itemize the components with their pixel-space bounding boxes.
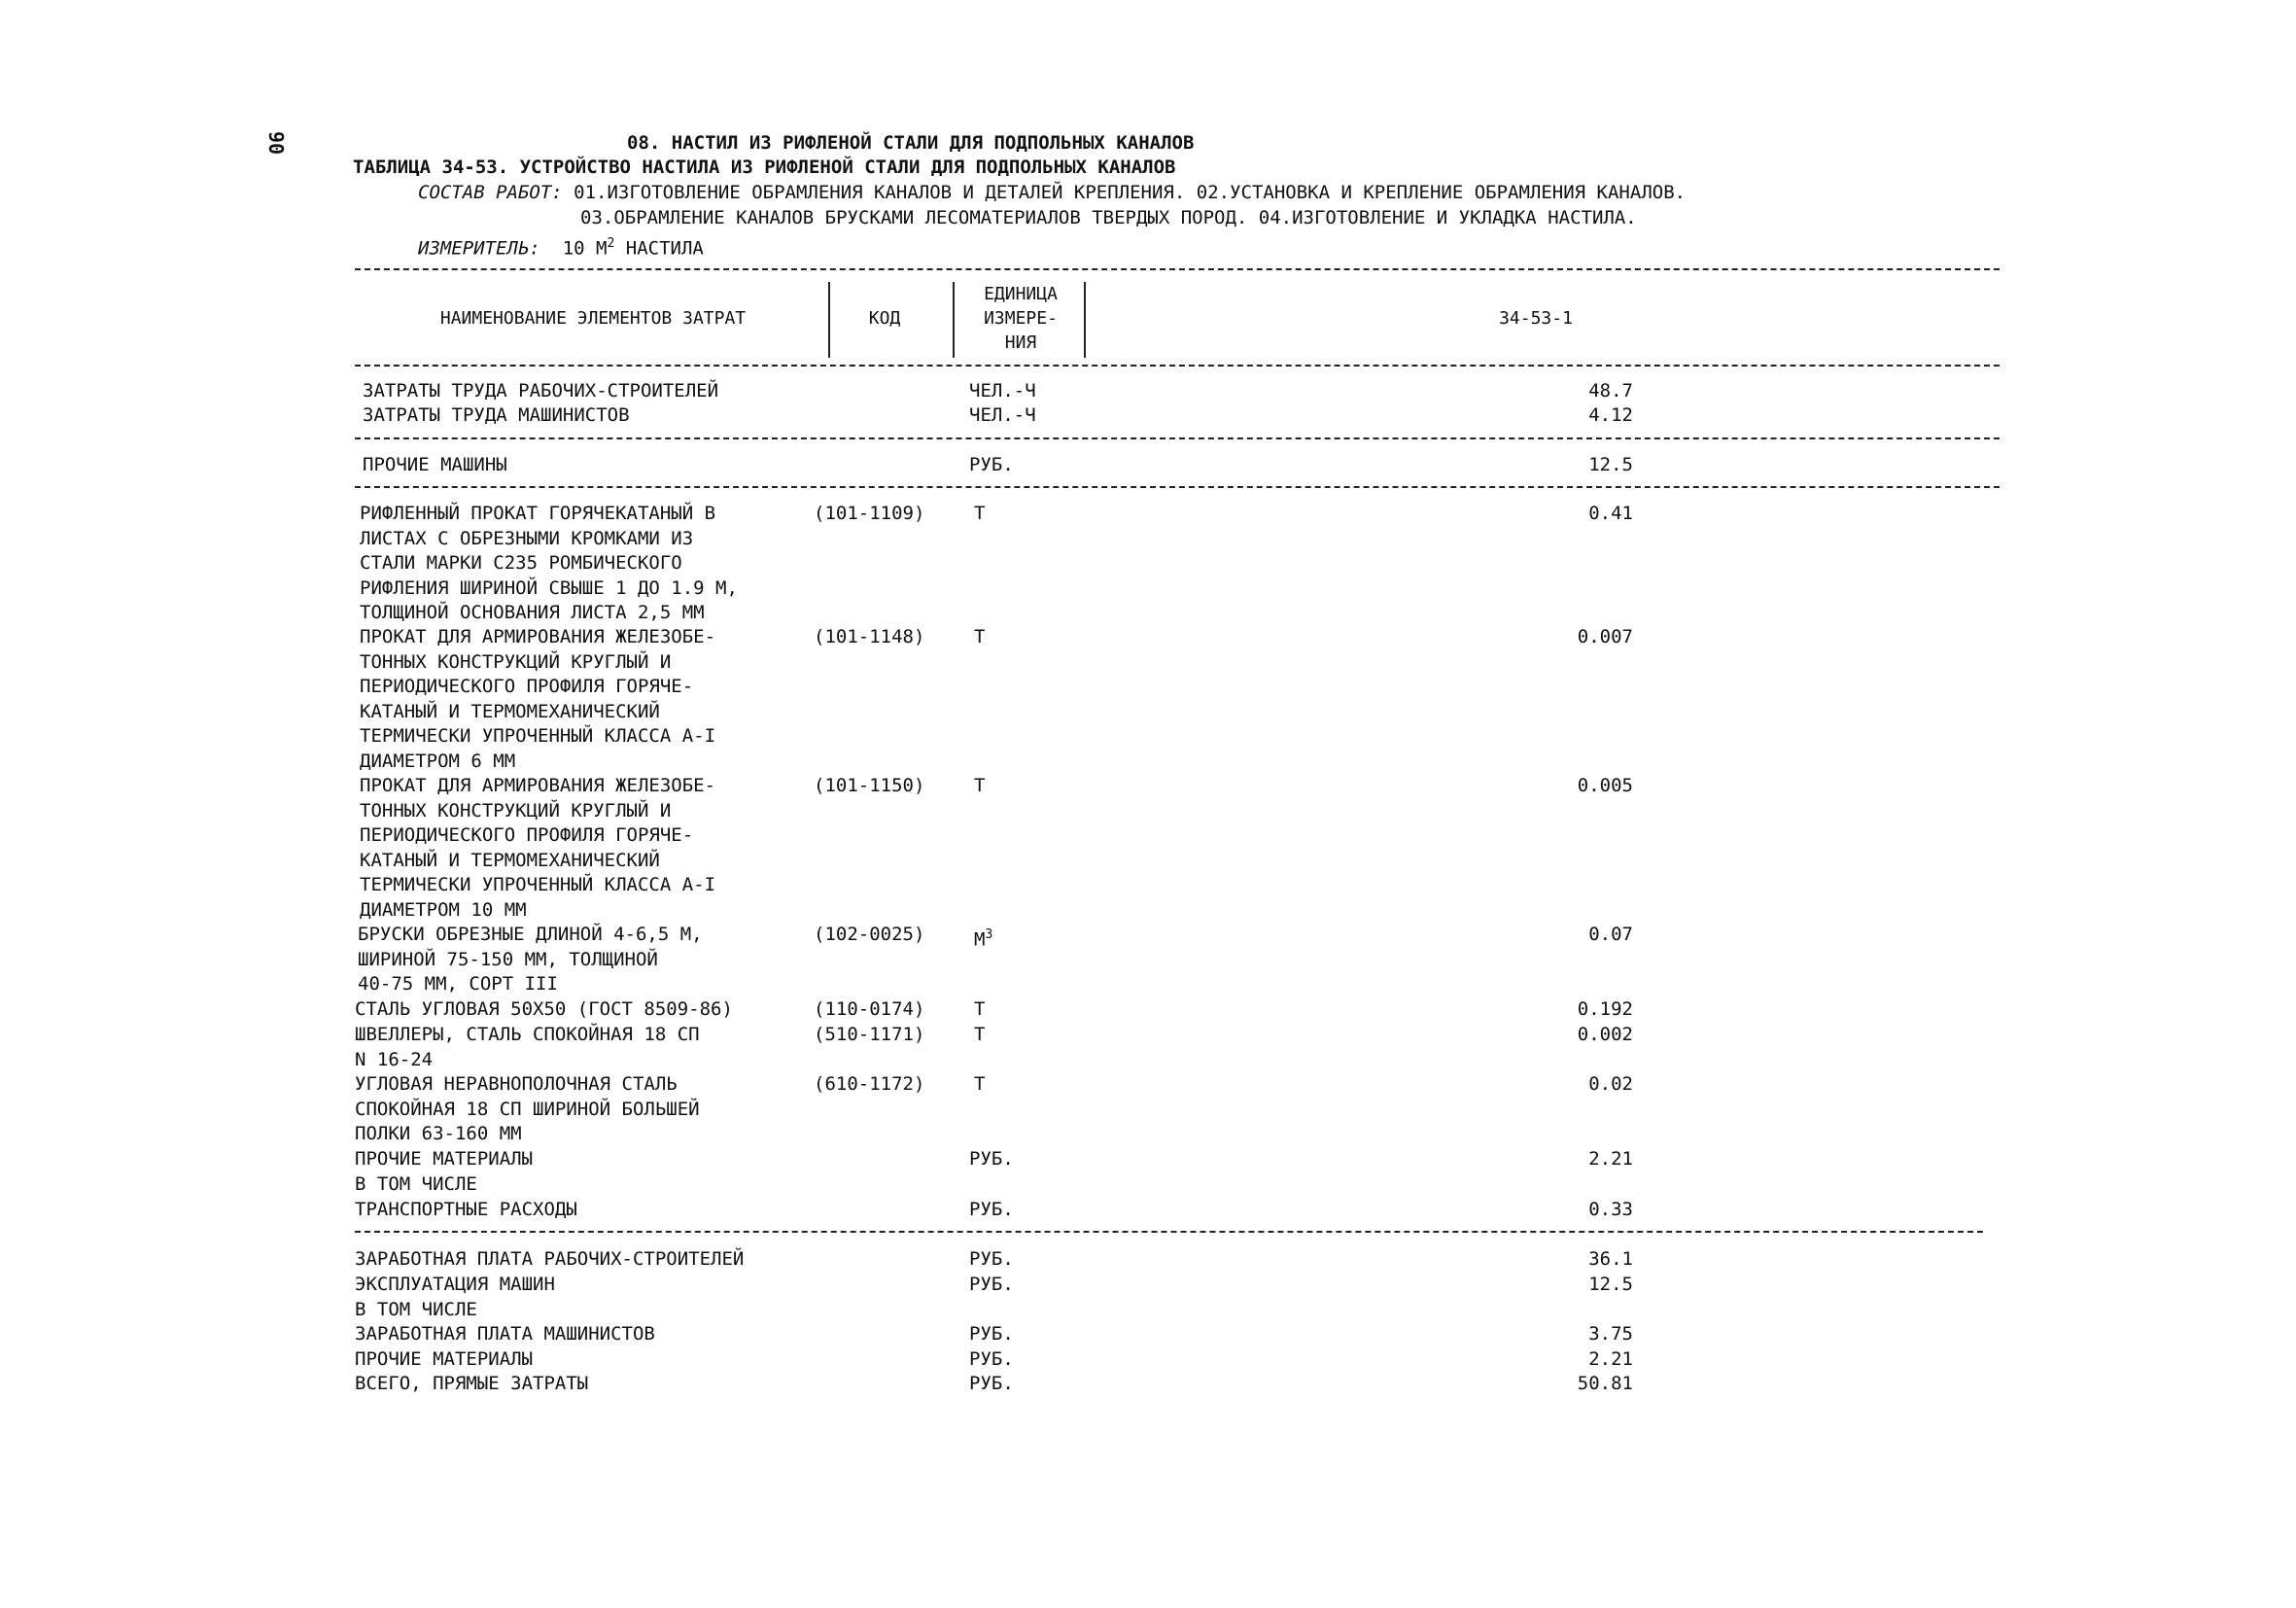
row-unit: Т — [974, 1024, 986, 1045]
row-code: (610-1172) — [814, 1073, 925, 1095]
row-value: 2.21 — [1588, 1348, 1633, 1370]
row-name: ПРОЧИЕ МАТЕРИАЛЫ — [355, 1348, 534, 1370]
column-header-code: КОД — [868, 308, 901, 329]
row-unit: Т — [974, 998, 986, 1020]
row-value: 0.007 — [1577, 626, 1633, 647]
work-label: СОСТАВ РАБОТ: — [418, 182, 563, 203]
row-unit: РУБ. — [969, 1323, 1014, 1345]
column-header-unit-2: ИЗМЕРЕ- — [984, 308, 1058, 329]
row-name: ТРАНСПОРТНЫЕ РАСХОДЫ — [355, 1199, 577, 1220]
table-title: ТАБЛИЦА 34-53. УСТРОЙСТВО НАСТИЛА ИЗ РИФЛЕНОЙ СТАЛИ ДЛЯ ПОДПОЛЬНЫХ КАНАЛОВ — [353, 157, 1176, 178]
row-value: 50.81 — [1577, 1373, 1633, 1394]
row-unit: РУБ. — [969, 1274, 1014, 1295]
row-unit: Т — [974, 503, 986, 524]
row-code: (101-1109) — [814, 503, 925, 524]
row-name: УГЛОВАЯ НЕРАВНОПОЛОЧНАЯ СТАЛЬ СПОКОЙНАЯ 18 СП ШИРИНОЙ БОЛЬШЕЙ ПОЛКИ 63-160 ММ — [355, 1073, 700, 1144]
row-value: 0.02 — [1588, 1073, 1633, 1095]
row-unit: РУБ. — [969, 1199, 1014, 1220]
row-value: 0.33 — [1588, 1199, 1633, 1220]
work-line-1: 01.ИЗГОТОВЛЕНИЕ ОБРАМЛЕНИЯ КАНАЛОВ И ДЕТАЛЕЙ КРЕПЛЕНИЯ. 02.УСТАНОВКА И КРЕПЛЕНИЕ ОБРАМЛЕНИЯ КАНАЛОВ. — [574, 182, 1687, 203]
row-unit: РУБ. — [969, 454, 1014, 475]
row-code: (110-0174) — [814, 998, 925, 1020]
row-name: ПРОЧИЕ МАШИНЫ — [363, 454, 507, 475]
column-divider — [953, 282, 955, 358]
row-value: 0.192 — [1577, 998, 1633, 1020]
section-rule — [355, 437, 2000, 439]
row-unit: ЧЕЛ.-Ч — [969, 404, 1036, 426]
row-unit: РУБ. — [969, 1348, 1014, 1370]
column-header-value: 34-53-1 — [1499, 308, 1573, 329]
page-number: 90 — [264, 131, 288, 156]
section-rule — [355, 486, 2000, 488]
row-value: 0.005 — [1577, 775, 1633, 796]
row-value: 0.07 — [1588, 924, 1633, 945]
row-name: ПРОКАТ ДЛЯ АРМИРОВАНИЯ ЖЕЛЕЗОБЕ- ТОННЫХ КОНСТРУКЦИЙ КРУГЛЫЙ И ПЕРИОДИЧЕСКОГО ПРОФИЛЯ ГОРЯЧЕ- КАТАНЫЙ И ТЕРМОМЕХАНИЧЕСКИЙ ТЕРМИЧЕСКИ УПРОЧЕННЫЙ КЛАССА А-I ДИАМЕТРОМ 6 ММ — [360, 626, 716, 772]
row-value: 0.002 — [1577, 1024, 1633, 1045]
work-line-2: 03.ОБРАМЛЕНИЕ КАНАЛОВ БРУСКАМИ ЛЕСОМАТЕРИАЛОВ ТВЕРДЫХ ПОРОД. 04.ИЗГОТОВЛЕНИЕ И УКЛАДКА НАСТИЛА. — [580, 207, 1637, 228]
column-divider — [1084, 282, 1086, 358]
column-divider — [828, 282, 830, 358]
measure-label: ИЗМЕРИТЕЛЬ: — [418, 237, 540, 260]
measure-line — [418, 231, 704, 261]
row-name: В ТОМ ЧИСЛЕ — [355, 1173, 477, 1195]
row-unit: ЧЕЛ.-Ч — [969, 380, 1036, 402]
measure-tail: НАСТИЛА — [614, 237, 704, 260]
row-unit: Т — [974, 775, 986, 796]
row-value: 48.7 — [1588, 380, 1633, 402]
row-name: БРУСКИ ОБРЕЗНЫЕ ДЛИНОЙ 4-6,5 М, ШИРИНОЙ 75-150 ММ, ТОЛЩИНОЙ 40-75 ММ, СОРТ III — [358, 924, 703, 995]
row-name: ВСЕГО, ПРЯМЫЕ ЗАТРАТЫ — [355, 1373, 589, 1394]
row-value: 4.12 — [1588, 404, 1633, 426]
row-name: ЗАТРАТЫ ТРУДА МАШИНИСТОВ — [363, 404, 630, 426]
row-value: 3.75 — [1588, 1323, 1633, 1345]
row-code: (510-1171) — [814, 1024, 925, 1045]
header-top-rule — [355, 268, 2000, 270]
header-bottom-rule — [355, 365, 2000, 367]
row-value: 36.1 — [1588, 1248, 1633, 1270]
measure-value: 10 М — [562, 237, 608, 260]
row-name: РИФЛЕННЫЙ ПРОКАТ ГОРЯЧЕКАТАНЫЙ В ЛИСТАХ С ОБРЕЗНЫМИ КРОМКАМИ ИЗ СТАЛИ МАРКИ С235 РОМБИЧЕСКОГО РИФЛЕНИЯ ШИРИНОЙ СВЫШЕ 1 ДО 1.9 М, ТОЛЩИНОЙ ОСНОВАНИЯ ЛИСТА 2,5 ММ — [360, 503, 738, 623]
column-header-unit-3: НИЯ — [1004, 332, 1037, 353]
row-name: ПРОКАТ ДЛЯ АРМИРОВАНИЯ ЖЕЛЕЗОБЕ- ТОННЫХ КОНСТРУКЦИЙ КРУГЛЫЙ И ПЕРИОДИЧЕСКОГО ПРОФИЛЯ ГОРЯЧЕ- КАТАНЫЙ И ТЕРМОМЕХАНИЧЕСКИЙ ТЕРМИЧЕСКИ УПРОЧЕННЫЙ КЛАССА А-I ДИАМЕТРОМ 10 ММ — [360, 775, 716, 921]
row-unit: $М^3$ — [974, 927, 993, 951]
section-rule — [355, 1231, 1983, 1233]
row-name: ЭКСПЛУАТАЦИЯ МАШИН — [355, 1274, 555, 1295]
row-unit: Т — [974, 1073, 986, 1095]
row-value: 12.5 — [1588, 1274, 1633, 1295]
row-unit: Т — [974, 626, 986, 647]
row-value: 2.21 — [1588, 1148, 1633, 1170]
row-name: ПРОЧИЕ МАТЕРИАЛЫ — [355, 1148, 534, 1170]
column-header-name: НАИМЕНОВАНИЕ ЭЛЕМЕНТОВ ЗАТРАТ — [439, 308, 747, 329]
section-title: 08. НАСТИЛ ИЗ РИФЛЕНОЙ СТАЛИ ДЛЯ ПОДПОЛЬНЫХ КАНАЛОВ — [627, 132, 1195, 154]
work-composition — [418, 181, 1686, 205]
row-name: ЗАРАБОТНАЯ ПЛАТА МАШИНИСТОВ — [355, 1323, 655, 1345]
row-name: ЗАТРАТЫ ТРУДА РАБОЧИХ-СТРОИТЕЛЕЙ — [363, 380, 719, 402]
row-unit: РУБ. — [969, 1148, 1014, 1170]
row-value: 0.41 — [1588, 503, 1633, 524]
row-unit: РУБ. — [969, 1373, 1014, 1394]
row-code: (101-1148) — [814, 626, 925, 647]
row-name: СТАЛЬ УГЛОВАЯ 50Х50 (ГОСТ 8509-86) — [355, 998, 733, 1020]
row-code: (101-1150) — [814, 775, 925, 796]
row-name: ЗАРАБОТНАЯ ПЛАТА РАБОЧИХ-СТРОИТЕЛЕЙ — [355, 1248, 745, 1270]
row-name: В ТОМ ЧИСЛЕ — [355, 1299, 477, 1320]
row-code: (102-0025) — [814, 924, 925, 945]
column-header-unit-1: ЕДИНИЦА — [984, 284, 1058, 304]
measure-sup: 2 — [607, 236, 615, 251]
row-unit: РУБ. — [969, 1248, 1014, 1270]
row-name: ШВЕЛЛЕРЫ, СТАЛЬ СПОКОЙНАЯ 18 СП N 16-24 — [355, 1024, 700, 1070]
row-value: 12.5 — [1588, 454, 1633, 475]
